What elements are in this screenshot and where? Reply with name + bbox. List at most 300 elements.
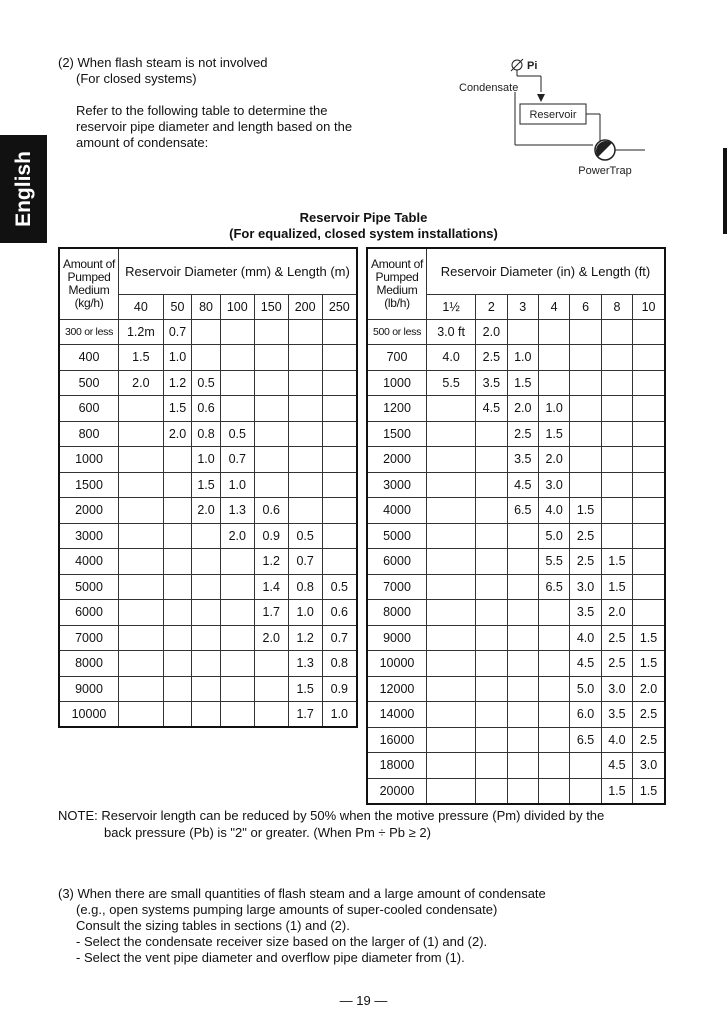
table-cell bbox=[119, 396, 164, 422]
table-title-line: (For equalized, closed system installations) bbox=[229, 226, 498, 241]
table-cell: 0.8 bbox=[192, 421, 221, 447]
table-cell bbox=[192, 600, 221, 626]
table-cell: 2.0 bbox=[254, 625, 288, 651]
table-row bbox=[367, 498, 665, 524]
amount-cell: 400 bbox=[59, 345, 119, 371]
amount-cell: 18000 bbox=[367, 753, 427, 779]
amount-cell: 16000 bbox=[367, 727, 427, 753]
table-cell bbox=[570, 370, 601, 396]
table-cell: 3.5 bbox=[476, 370, 507, 396]
table-cell: 1.4 bbox=[254, 574, 288, 600]
table-cell bbox=[322, 370, 357, 396]
amount-cell: 5000 bbox=[367, 523, 427, 549]
table-cell bbox=[220, 345, 254, 371]
table-cell: 1.2m bbox=[119, 319, 164, 345]
table-cell: 5.0 bbox=[570, 676, 601, 702]
amount-cell: 700 bbox=[367, 345, 427, 371]
table-cell: 2.0 bbox=[220, 523, 254, 549]
table-cell bbox=[507, 523, 538, 549]
amount-cell: 2000 bbox=[59, 498, 119, 524]
table-cell bbox=[119, 421, 164, 447]
table-cell: 0.7 bbox=[322, 625, 357, 651]
table-cell bbox=[601, 498, 632, 524]
table-cell bbox=[163, 702, 192, 728]
section-3-heading: (3) When there are small quantities of flash steam and a large amount of condensate bbox=[58, 886, 546, 901]
table-cell bbox=[476, 625, 507, 651]
table-cell: 1.5 bbox=[601, 574, 632, 600]
table-cell bbox=[476, 498, 507, 524]
table-cell bbox=[538, 727, 569, 753]
amount-cell: 1000 bbox=[59, 447, 119, 473]
table-cell bbox=[633, 600, 665, 626]
amount-cell: 3000 bbox=[367, 472, 427, 498]
table-cell bbox=[288, 345, 322, 371]
table-cell bbox=[163, 549, 192, 575]
amount-cell: 3000 bbox=[59, 523, 119, 549]
table-cell: 3.5 bbox=[570, 600, 601, 626]
table-cell: 2.0 bbox=[476, 319, 507, 345]
amount-cell: 9000 bbox=[59, 676, 119, 702]
table-cell bbox=[633, 472, 665, 498]
table-cell bbox=[254, 702, 288, 728]
table-cell bbox=[476, 574, 507, 600]
table-cell bbox=[427, 600, 476, 626]
table-cell: 0.5 bbox=[192, 370, 221, 396]
table-row bbox=[367, 370, 665, 396]
amount-cell: 2000 bbox=[367, 447, 427, 473]
flow-arrow-icon bbox=[537, 94, 545, 102]
table-row bbox=[59, 600, 357, 626]
table-cell bbox=[633, 396, 665, 422]
table-cell bbox=[538, 676, 569, 702]
table-cell: 2.0 bbox=[601, 600, 632, 626]
table-cell: 0.7 bbox=[220, 447, 254, 473]
table-row bbox=[367, 523, 665, 549]
table-cell: 4.5 bbox=[507, 472, 538, 498]
table-cell bbox=[570, 753, 601, 779]
table-cell bbox=[427, 396, 476, 422]
table-row bbox=[367, 625, 665, 651]
table-cell bbox=[633, 319, 665, 345]
table-cell bbox=[476, 651, 507, 677]
column-header: 200 bbox=[288, 294, 322, 319]
column-header: 8 bbox=[601, 294, 632, 319]
table-row bbox=[59, 319, 357, 345]
table-cell bbox=[633, 447, 665, 473]
table-cell: 4.0 bbox=[601, 727, 632, 753]
table-cell: 1.5 bbox=[570, 498, 601, 524]
table-cell bbox=[633, 498, 665, 524]
table-cell bbox=[254, 319, 288, 345]
table-cell: 5.5 bbox=[427, 370, 476, 396]
table-cell bbox=[220, 676, 254, 702]
table-cell: 5.0 bbox=[538, 523, 569, 549]
diameter-length-header: Reservoir Diameter (mm) & Length (m) bbox=[119, 248, 358, 294]
table-cell bbox=[322, 498, 357, 524]
table-cell bbox=[507, 676, 538, 702]
table-cell: 3.0 bbox=[633, 753, 665, 779]
table-cell bbox=[601, 447, 632, 473]
table-cell: 2.0 bbox=[163, 421, 192, 447]
table-row bbox=[367, 472, 665, 498]
table-cell: 2.5 bbox=[476, 345, 507, 371]
table-cell: 3.5 bbox=[601, 702, 632, 728]
table-cell: 3.0 bbox=[570, 574, 601, 600]
table-row bbox=[367, 778, 665, 804]
table-cell bbox=[476, 549, 507, 575]
table-cell bbox=[601, 472, 632, 498]
note-line: NOTE: Reservoir length can be reduced by 50% when the motive pressure (Pm) divided by the bbox=[58, 808, 605, 823]
table-row bbox=[59, 523, 357, 549]
table-cell bbox=[254, 651, 288, 677]
table-cell bbox=[254, 472, 288, 498]
table-cell: 3.0 ft bbox=[427, 319, 476, 345]
table-cell bbox=[163, 676, 192, 702]
table-cell bbox=[601, 319, 632, 345]
table-cell: 0.6 bbox=[192, 396, 221, 422]
table-cell: 1.5 bbox=[288, 676, 322, 702]
column-header: 50 bbox=[163, 294, 192, 319]
table-cell: 1.7 bbox=[288, 702, 322, 728]
table-cell bbox=[427, 574, 476, 600]
table-cell: 0.9 bbox=[254, 523, 288, 549]
table-cell: 0.6 bbox=[322, 600, 357, 626]
column-header: 4 bbox=[538, 294, 569, 319]
table-cell: 6.5 bbox=[538, 574, 569, 600]
amount-cell: 7000 bbox=[367, 574, 427, 600]
table-cell bbox=[163, 498, 192, 524]
section-3-line: (e.g., open systems pumping large amounts of super-cooled condensate) bbox=[76, 902, 498, 917]
table-cell bbox=[427, 447, 476, 473]
table-cell bbox=[119, 447, 164, 473]
page-number: — 19 — bbox=[339, 993, 388, 1008]
table-cell bbox=[476, 727, 507, 753]
table-cell bbox=[427, 753, 476, 779]
table-cell bbox=[570, 396, 601, 422]
table-cell: 4.0 bbox=[570, 625, 601, 651]
amount-cell: 10000 bbox=[367, 651, 427, 677]
table-row bbox=[59, 651, 357, 677]
table-cell bbox=[427, 676, 476, 702]
intro-paragraph-line: Refer to the following table to determine the bbox=[76, 103, 328, 118]
table-cell: 1.7 bbox=[254, 600, 288, 626]
intro-paragraph-line: amount of condensate: bbox=[76, 135, 209, 150]
column-header: 80 bbox=[192, 294, 221, 319]
table-cell bbox=[192, 676, 221, 702]
amount-cell: 1200 bbox=[367, 396, 427, 422]
table-cell: 2.5 bbox=[601, 625, 632, 651]
table-cell: 0.9 bbox=[322, 676, 357, 702]
table-cell: 6.5 bbox=[507, 498, 538, 524]
table-row bbox=[367, 421, 665, 447]
table-cell bbox=[633, 523, 665, 549]
section-3-line: Consult the sizing tables in sections (1) and (2). bbox=[76, 918, 350, 933]
table-row bbox=[367, 447, 665, 473]
table-cell: 5.5 bbox=[538, 549, 569, 575]
reservoir-label: Reservoir bbox=[529, 109, 577, 121]
table-cell bbox=[254, 421, 288, 447]
table-cell bbox=[254, 676, 288, 702]
reservoir-diagram bbox=[455, 50, 655, 185]
table-cell: 1.0 bbox=[163, 345, 192, 371]
table-cell bbox=[427, 421, 476, 447]
table-row bbox=[59, 370, 357, 396]
pi-label: Pi bbox=[527, 60, 538, 72]
table-row bbox=[367, 319, 665, 345]
table-cell: 4.0 bbox=[427, 345, 476, 371]
table-row bbox=[59, 396, 357, 422]
table-cell: 2.0 bbox=[192, 498, 221, 524]
table-cell bbox=[163, 472, 192, 498]
table-cell bbox=[322, 447, 357, 473]
table-cell bbox=[163, 651, 192, 677]
intro-paragraph-line: reservoir pipe diameter and length based on the bbox=[76, 119, 353, 134]
amount-cell: 500 or less bbox=[367, 319, 427, 345]
table-cell: 6.0 bbox=[570, 702, 601, 728]
amount-cell: 4000 bbox=[59, 549, 119, 575]
table-cell bbox=[507, 574, 538, 600]
table-cell: 1.2 bbox=[163, 370, 192, 396]
amount-cell: 1000 bbox=[367, 370, 427, 396]
table-cell: 1.0 bbox=[192, 447, 221, 473]
note-line: back pressure (Pb) is "2" or greater. (When Pm ÷ Pb ≥ 2) bbox=[104, 825, 431, 840]
table-cell bbox=[476, 447, 507, 473]
table-cell bbox=[476, 753, 507, 779]
table-cell bbox=[119, 472, 164, 498]
table-cell: 1.0 bbox=[538, 396, 569, 422]
table-cell bbox=[192, 625, 221, 651]
column-header: 150 bbox=[254, 294, 288, 319]
table-cell bbox=[163, 625, 192, 651]
table-cell bbox=[254, 396, 288, 422]
table-cell bbox=[288, 447, 322, 473]
table-cell bbox=[538, 651, 569, 677]
intro-heading: (2) When flash steam is not involved bbox=[58, 55, 268, 70]
table-cell: 1.3 bbox=[220, 498, 254, 524]
table-cell: 1.2 bbox=[288, 625, 322, 651]
table-row bbox=[59, 702, 357, 728]
amount-cell: 300 or less bbox=[59, 319, 119, 345]
table-cell bbox=[570, 778, 601, 804]
table-row bbox=[59, 345, 357, 371]
table-cell bbox=[192, 574, 221, 600]
table-cell: 1.5 bbox=[633, 625, 665, 651]
table-cell bbox=[192, 319, 221, 345]
amount-cell: 6000 bbox=[59, 600, 119, 626]
table-cell: 1.5 bbox=[633, 778, 665, 804]
table-cell bbox=[601, 396, 632, 422]
amount-cell: 7000 bbox=[59, 625, 119, 651]
table-cell bbox=[192, 651, 221, 677]
table-cell bbox=[288, 396, 322, 422]
table-cell: 2.0 bbox=[633, 676, 665, 702]
table-row bbox=[367, 396, 665, 422]
table-cell bbox=[220, 319, 254, 345]
amount-cell: 20000 bbox=[367, 778, 427, 804]
table-cell bbox=[601, 421, 632, 447]
table-cell: 4.0 bbox=[538, 498, 569, 524]
table-cell bbox=[633, 549, 665, 575]
table-cell bbox=[220, 574, 254, 600]
table-cell bbox=[507, 727, 538, 753]
table-cell: 2.5 bbox=[507, 421, 538, 447]
table-cell bbox=[538, 319, 569, 345]
table-cell bbox=[427, 625, 476, 651]
table-cell: 2.5 bbox=[601, 651, 632, 677]
table-cell bbox=[601, 523, 632, 549]
column-header: 1½ bbox=[427, 294, 476, 319]
table-cell bbox=[633, 574, 665, 600]
amount-cell: 12000 bbox=[367, 676, 427, 702]
table-cell: 1.5 bbox=[507, 370, 538, 396]
table-cell bbox=[570, 472, 601, 498]
table-cell bbox=[220, 702, 254, 728]
table-cell: 0.5 bbox=[220, 421, 254, 447]
table-cell bbox=[220, 549, 254, 575]
table-cell: 6.5 bbox=[570, 727, 601, 753]
table-cell bbox=[538, 702, 569, 728]
reservoir-table-metric bbox=[58, 247, 358, 728]
table-cell bbox=[119, 702, 164, 728]
table-row bbox=[59, 498, 357, 524]
section-3 bbox=[58, 886, 698, 966]
table-cell: 1.0 bbox=[507, 345, 538, 371]
table-cell bbox=[220, 396, 254, 422]
table-cell bbox=[288, 472, 322, 498]
table-row bbox=[367, 676, 665, 702]
table-cell bbox=[633, 345, 665, 371]
table-cell bbox=[322, 523, 357, 549]
table-cell: 0.8 bbox=[288, 574, 322, 600]
table-cell bbox=[507, 600, 538, 626]
table-cell bbox=[119, 625, 164, 651]
table-cell bbox=[288, 421, 322, 447]
reservoir-diagram-svg bbox=[455, 50, 655, 185]
table-cell bbox=[507, 753, 538, 779]
table-cell bbox=[322, 421, 357, 447]
table-cell bbox=[427, 472, 476, 498]
table-cell: 1.0 bbox=[288, 600, 322, 626]
table-cell bbox=[507, 702, 538, 728]
condensate-label: Condensate bbox=[459, 82, 519, 94]
table-cell bbox=[192, 549, 221, 575]
table-cell bbox=[192, 345, 221, 371]
amount-cell: 4000 bbox=[367, 498, 427, 524]
table-cell bbox=[538, 753, 569, 779]
table-cell bbox=[476, 702, 507, 728]
column-header: 250 bbox=[322, 294, 357, 319]
table-cell: 4.5 bbox=[601, 753, 632, 779]
table-row bbox=[367, 753, 665, 779]
table-title bbox=[0, 210, 727, 242]
table-cell bbox=[119, 651, 164, 677]
table-cell bbox=[476, 778, 507, 804]
column-header: 40 bbox=[119, 294, 164, 319]
reservoir-table-imperial bbox=[366, 247, 666, 805]
table-cell bbox=[119, 498, 164, 524]
table-cell: 0.5 bbox=[322, 574, 357, 600]
table-cell bbox=[507, 625, 538, 651]
column-header: 100 bbox=[220, 294, 254, 319]
table-row bbox=[59, 625, 357, 651]
table-cell bbox=[322, 345, 357, 371]
note-section bbox=[58, 807, 698, 841]
table-cell: 1.0 bbox=[322, 702, 357, 728]
table-row bbox=[59, 447, 357, 473]
table-cell bbox=[322, 396, 357, 422]
table-cell bbox=[220, 370, 254, 396]
powertrap-label: PowerTrap bbox=[578, 165, 632, 177]
amount-cell: 9000 bbox=[367, 625, 427, 651]
table-cell: 1.5 bbox=[601, 549, 632, 575]
table-cell bbox=[163, 600, 192, 626]
amount-cell: 8000 bbox=[367, 600, 427, 626]
table-cell bbox=[476, 600, 507, 626]
table-cell bbox=[538, 345, 569, 371]
table-cell bbox=[427, 523, 476, 549]
table-cell bbox=[633, 370, 665, 396]
table-cell bbox=[427, 651, 476, 677]
section-3-line: - Select the vent pipe diameter and overflow pipe diameter from (1). bbox=[76, 950, 465, 965]
amount-cell: 800 bbox=[59, 421, 119, 447]
amount-cell: 10000 bbox=[59, 702, 119, 728]
table-cell bbox=[288, 370, 322, 396]
table-cell bbox=[322, 472, 357, 498]
table-cell: 2.5 bbox=[633, 727, 665, 753]
table-cell bbox=[633, 421, 665, 447]
table-cell: 1.5 bbox=[163, 396, 192, 422]
column-header: 2 bbox=[476, 294, 507, 319]
table-cell: 2.0 bbox=[538, 447, 569, 473]
amount-cell: 1500 bbox=[367, 421, 427, 447]
table-cell: 1.0 bbox=[220, 472, 254, 498]
table-cell bbox=[254, 345, 288, 371]
amount-cell: 8000 bbox=[59, 651, 119, 677]
table-cell: 1.2 bbox=[254, 549, 288, 575]
table-cell bbox=[322, 319, 357, 345]
table-row bbox=[367, 651, 665, 677]
column-header: 10 bbox=[633, 294, 665, 319]
table-cell bbox=[427, 498, 476, 524]
intro-subheading: (For closed systems) bbox=[76, 71, 197, 86]
table-cell bbox=[538, 625, 569, 651]
table-row bbox=[59, 472, 357, 498]
table-cell: 4.5 bbox=[570, 651, 601, 677]
table-cell bbox=[476, 421, 507, 447]
table-cell bbox=[570, 319, 601, 345]
table-cell bbox=[192, 523, 221, 549]
table-cell: 0.8 bbox=[322, 651, 357, 677]
table-cell: 2.5 bbox=[570, 523, 601, 549]
table-cell bbox=[163, 447, 192, 473]
table-row bbox=[367, 345, 665, 371]
amount-header: Amount of Pumped Medium (lb/h) bbox=[367, 248, 427, 319]
amount-cell: 14000 bbox=[367, 702, 427, 728]
table-row bbox=[59, 574, 357, 600]
table-cell bbox=[427, 727, 476, 753]
table-cell bbox=[570, 421, 601, 447]
table-cell bbox=[601, 370, 632, 396]
table-cell bbox=[119, 549, 164, 575]
table-cell: 1.5 bbox=[601, 778, 632, 804]
table-cell bbox=[119, 676, 164, 702]
amount-cell: 600 bbox=[59, 396, 119, 422]
table-cell bbox=[119, 600, 164, 626]
table-cell: 1.5 bbox=[538, 421, 569, 447]
table-cell bbox=[601, 345, 632, 371]
table-cell: 2.0 bbox=[119, 370, 164, 396]
table-cell bbox=[570, 345, 601, 371]
